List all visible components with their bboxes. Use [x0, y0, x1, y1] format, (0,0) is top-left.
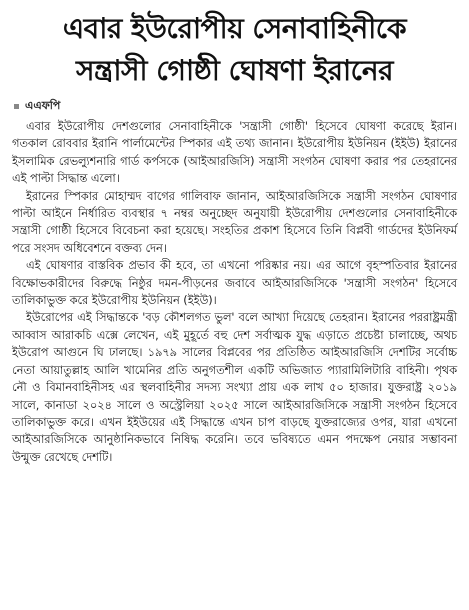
byline-source: এএফপি — [25, 98, 61, 112]
headline-line-2: সন্ত্রাসী গোষ্ঠী ঘোষণা ইরানের — [75, 54, 394, 87]
headline-line-1: এবার ইউরোপীয় সেনাবাহিনীকে — [62, 12, 407, 45]
article-paragraph-3: এই ঘোষণার বাস্তবিক প্রভাব কী হবে, তা এখনো পরিষ্কার নয়। এর আগে বৃহস্পতিবার ইরানের বিক্ষোভকারীদের বিরুদ্ধে নিষ্ঠুর দমন-পীড়নের জবাবে আইআরজিসিকে 'সন্ত্রাসী সংগঠন' হিসেবে তালিকাভুক্ত করে ইউরোপীয় ইউনিয়ন (ইইউ)। — [12, 259, 457, 308]
article-paragraph-4: ইউরোপের এই সিদ্ধান্তকে 'বড় কৌশলগত ভুল' বলে আখ্যা দিয়েছে তেহরান। ইরানের পররাষ্ট্রমন্ত্রী আব্বাস আরাকচি এক্সে লেখেন, এই মুহূর্তে বহু দেশ সর্বাত্মক যুদ্ধ এড়াতে প্রচেষ্টা চালাচ্ছে, অথচ ইউরোপ আগুনে ঘি ঢালছে। ১৯৭৯ সালের বিপ্লবের পর প্রতিষ্ঠিত আইআরজিসি দেশটির সর্বোচ্চ নেতা আয়াতুল্লাহ আলি খামেনির প্রতি অনুগতশীল একটি অভিজাত প্যারামিলিটারি বাহিনী। পৃথক নৌ ও বিমানবাহিনীসহ এর স্থলবাহিনীর সদস্য সংখ্যা প্রায় এক লাখ ৫০ হাজার। যুক্তরাষ্ট্র ২০১৯ সালে, কানাডা ২০২৪ সালে ও অস্ট্রেলিয়া ২০২৫ সালে আইআরজিসিকে সন্ত্রাসী সংগঠন হিসেবে তালিকাভুক্ত করে। এখন ইইউয়ের এই সিদ্ধান্তে এখন চাপ বাড়ছে যুক্তরাজ্যের ওপর, যারা এখনো আইআরজিসিকে আনুষ্ঠানিকভাবে নিষিদ্ধ করেনি। তবে ভবিষ্যতে এমন পদক্ষেপ নেয়ার সম্ভাবনা উন্মুক্ত রেখেছে দেশটি। — [12, 311, 457, 464]
article-paragraph-2: ইরানের স্পিকার মোহাম্মদ বাগের গালিবাফ জানান, আইআরজিসিকে সন্ত্রাসী সংগঠন ঘোষণার পাল্টা আইনে নির্ধারিত ব্যবস্থার ৭ নম্বর অনুচ্ছেদ অনুযায়ী ইউরোপীয় দেশগুলোর সেনাবাহিনীকে সন্ত্রাসী গোষ্ঠী হিসেবে বিবেচনা করা হয়েছে। সংহতির প্রকাশ হিসেবে তিনি বিপ্লবী গার্ডদের ইউনিফর্ম পরে সংসদ অধিবেশনে বক্তব্য দেন। — [12, 189, 457, 255]
byline — [14, 98, 469, 114]
article-paragraph-1: এবার ইউরোপীয় দেশগুলোর সেনাবাহিনীকে 'সন্ত্রাসী গোষ্ঠী' হিসেবে ঘোষণা করেছে ইরান। গতকাল রোববার ইরানি পার্লামেন্টের স্পিকার এই তথ্য জানান। ইউরোপীয় ইউনিয়ন (ইইউ) ইরানের ইসলামিক রেভল্যুশনারি গার্ড কর্পসকে (আইআরজিসি) সন্ত্রাসী সংগঠন ঘোষণা করার পর তেহরানের এই পাল্টা সিদ্ধান্ত এলো। — [12, 120, 457, 186]
article-headline — [0, 0, 469, 92]
article-body — [12, 118, 457, 466]
byline-square-icon — [14, 104, 19, 109]
